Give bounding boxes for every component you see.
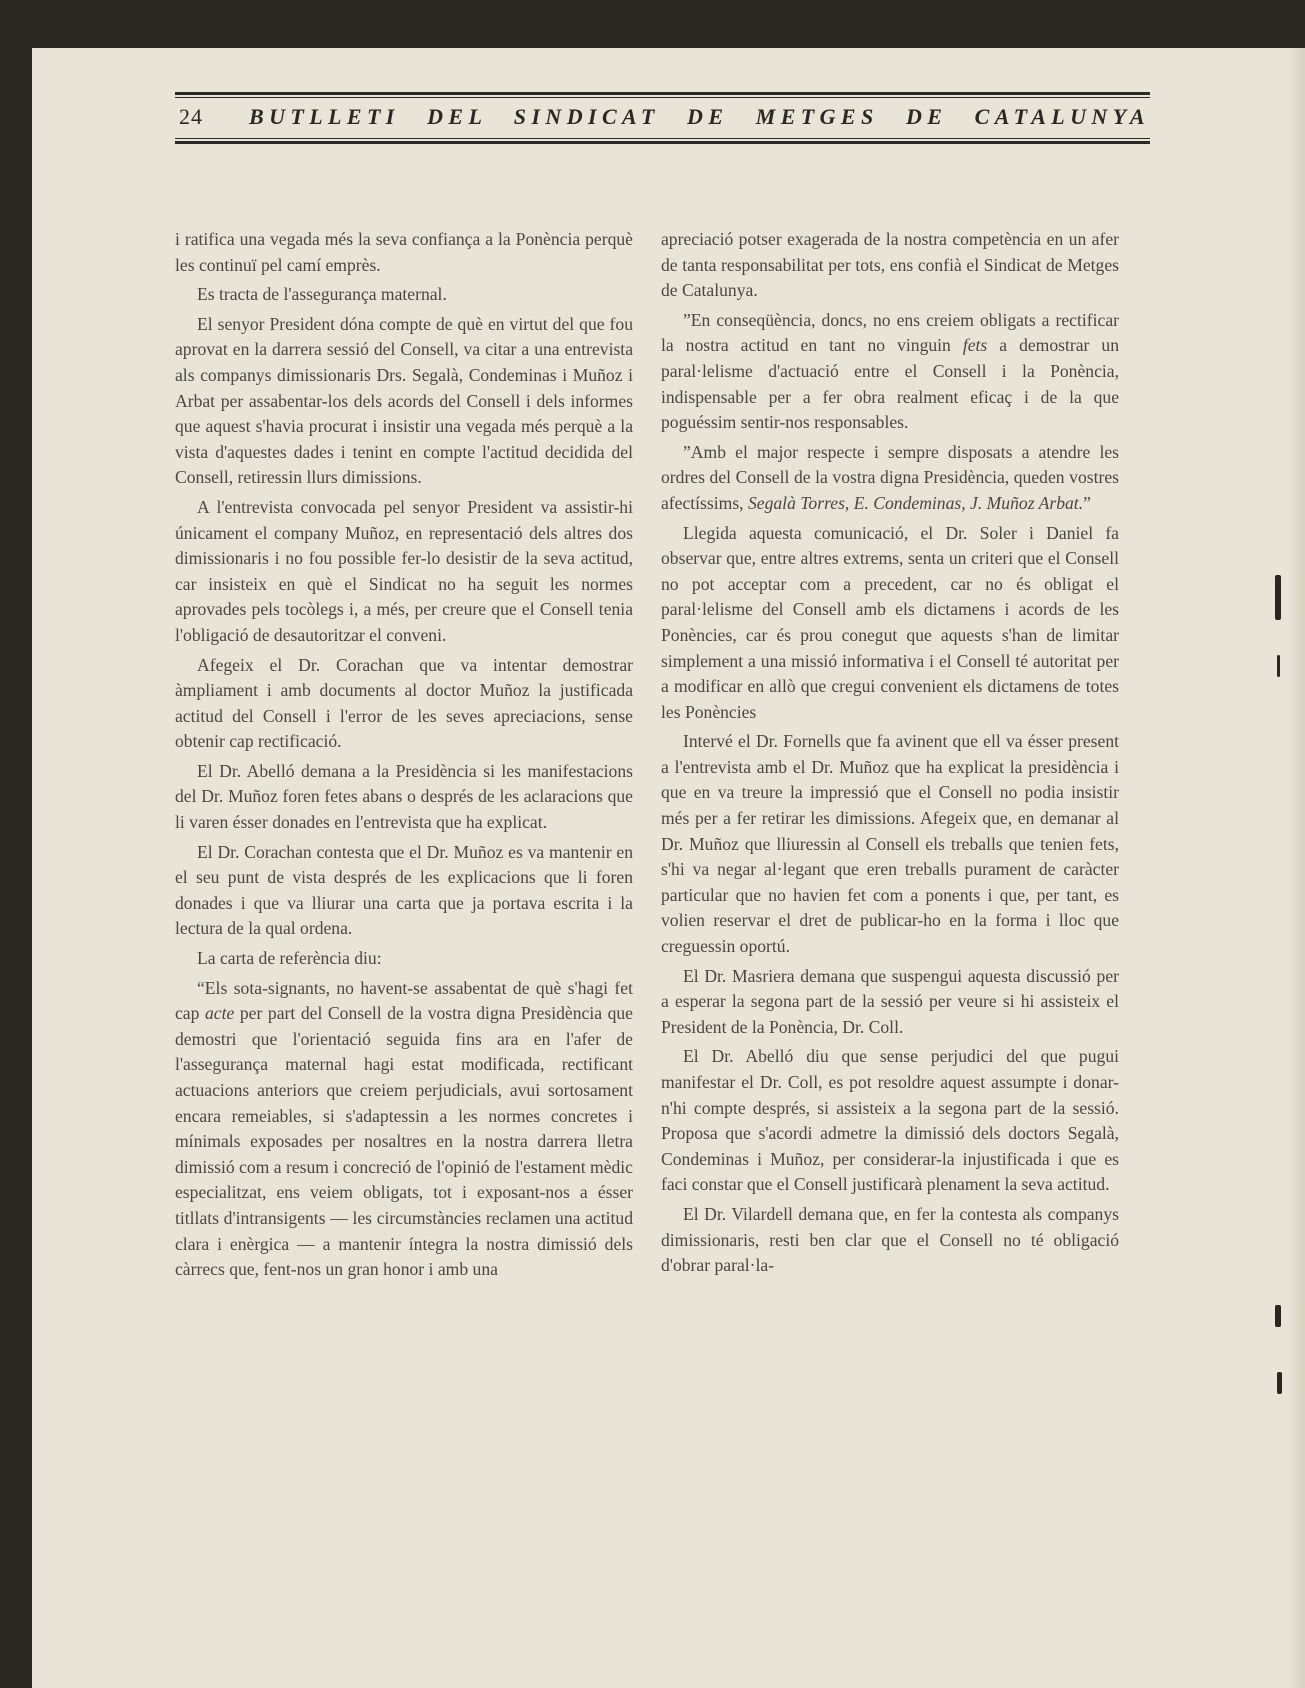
paragraph: A l'entrevista convocada pel senyor President va assistir-hi únicament el company Muñoz, en representació dels altres dos dimissionaris i no fou possible fer-lo desistir de la seva actitud, car insisteix en què el Sindicat no ha seguit les normes aprovades pels tocòlegs i, a més, per creure que el Consell tenia l'obligació de desautoritzar el conveni. [175,496,633,645]
header-rule-bottom-thin [175,138,1150,139]
ink-speck [1277,1372,1282,1394]
page-number: 24 [179,104,203,129]
paragraph: El senyor President dóna compte de què en virtut del que fou aprovat en la darrera sessió del Consell, va citar a una entrevista als companys dimissionaris Drs. Segalà, Condeminas i Muñoz i Arbat per assabentar-los dels acords del Consell i dels informes que aquest s'havia procurat i insistir una vegada més perquè a la vista d'aquestes dades i tenint en compte l'actitud decidida del Consell, retiressin llurs dimissions. [175,313,633,488]
paragraph: Intervé el Dr. Fornells que fa avinent que ell va ésser present a l'entrevista amb el Dr. Muñoz que ha explicat la presidència i que en va treure la impressió que el Consell no podia insistir més per a fer retirar les dimissions. Afegeix que, en demanar al Dr. Muñoz que lliuressin al Consell els treballs que tenien fets, s'hi va negar al·legant que eren treballs purament de caràcter particular que no havien fet com a ponents i que, per tant, es volien reservar el dret de publicar-ho en la forma i lloc que creguessin oportú. [661,731,1119,957]
paragraph: El Dr. Abelló diu que sense perjudici del que pugui manifestar el Dr. Coll, es pot resoldre aquest assumpte i donar-n'hi compte després, si assisteix a la segona part de la sessió. Proposa que s'acordi admetre la dimissió dels doctors Segalà, Condeminas i Muñoz, per considerar-la injustificada i que es faci constar que el Consell justificarà plenament la seva actitud. [661,1046,1119,1195]
letter-text: “Els sota-signants, no havent-se assabentat de què s'hagi fet cap [175,977,633,1024]
paragraph: El Dr. Masriera demana que suspengui aquesta discussió per a esperar la segona part de la sessió per veure si hi assisteix el President de la Ponència, Dr. Coll. [661,965,1119,1037]
paragraph: i ratifica una vegada més la seva confiança a la Ponència perquè les continuï pel camí emprès. [175,229,633,275]
header-rule-bottom [175,141,1150,144]
letter-emphasis: acte [205,1003,235,1024]
paragraph: El Dr. Vilardell demana que, en fer la contesta als companys dimissionaris, resti ben clar que el Consell no té obligació d'obrar paral·la- [661,1203,1119,1276]
ink-speck [1275,1305,1281,1327]
letter-text: ”Amb el major respecte i sempre disposats a atendre les ordres del Consell de la vostra digna Presidència, queden vostres afectíssims, [661,441,1119,513]
margin-specks [1265,0,1305,1688]
right-column [661,227,1119,1279]
paragraph: Afegeix el Dr. Corachan que va intentar demostrar àmpliament i amb documents al doctor Muñoz la justificada actitud del Consell i l'error de les seves apreciacions, sense obtenir cap rectificació. [175,654,633,752]
paragraph: Llegida aquesta comunicació, el Dr. Soler i Daniel fa observar que, entre altres extrems, senta un criteri que el Consell no pot acceptar com a precedent, car no és obligat el paral·lelisme del Consell amb els dictamens i acords de les Ponències, car és prou conegut que aquests s'han de limitar simplement a una missió informativa i el Consell té autoritat per a modificar en allò que cregui convenient els dictamens de totes les Ponències [661,522,1119,722]
letter-paragraph [661,308,1119,436]
ink-speck [1277,655,1280,677]
header-rule-top [175,92,1150,95]
letter-signatures: Segalà Torres, E. Condeminas, J. Muñoz Arbat. [747,492,1084,513]
paragraph: Es tracta de l'assegurança maternal. [197,284,447,305]
paragraph: El Dr. Abelló demana a la Presidència si les manifestacions del Dr. Muñoz foren fetes abans o després de les aclaracions que li varen ésser donades en l'entrevista que ha explicat. [175,760,633,833]
letter-closing [661,440,1119,517]
paragraph: La carta de referència diu: [197,948,382,969]
letter-emphasis: fets [962,335,988,356]
letter-text: ”En conseqüència, doncs, no ens creiem obligats a rectificar la nostra actitud en tant no vinguin [661,309,1119,356]
letter-paragraph-continued: apreciació potser exagerada de la nostra competència en un afer de tanta responsabilitat per tots, ens confià el Sindicat de Metges de Catalunya. [661,229,1119,301]
left-column [175,227,633,1283]
paragraph: El Dr. Corachan contesta que el Dr. Muñoz es va mantenir en el seu punt de vista després de les explicacions que li foren donades i que va lliurar una carta que ja portava escrita i la lectura de la qual ordena. [175,841,633,939]
ink-speck [1275,575,1281,620]
journal-title: BUTLLETI DEL SINDICAT DE METGES DE CATALUNYA [249,104,1150,129]
header-row [175,98,1150,136]
letter-paragraph [175,976,633,1283]
letter-text: per part del Consell de la vostra digna Presidència que demostri que l'orientació seguida fins ara en l'afer de l'assegurança maternal hagi estat modificada, rectificant actuacions anteriors que creiem perjudicials, avui sortosament encara remeiables, si s'adaptessin a les normes concretes i mínimals exposades per nosaltres en la nostra darrera lletra dimissió com a resum i concreció de l'opinió de l'estament mèdic especialitzat, ens veiem obligats, tot i exposant-nos a ésser titllats d'intransigents — les circumstàncies reclamen una actitud clara i enèrgica — a mantenir íntegra la nostra dimissió dels càrrecs que, fent-nos un gran honor i amb una [175,1003,633,1280]
letter-text: ” [1083,492,1091,513]
letter-text: a demostrar un paral·lelisme d'actuació entre el Consell i la Ponència, indispensable per a fer obra realment eficaç i de la que poguéssim sentir-nos responsables. [661,335,1120,433]
running-header [175,92,1150,144]
